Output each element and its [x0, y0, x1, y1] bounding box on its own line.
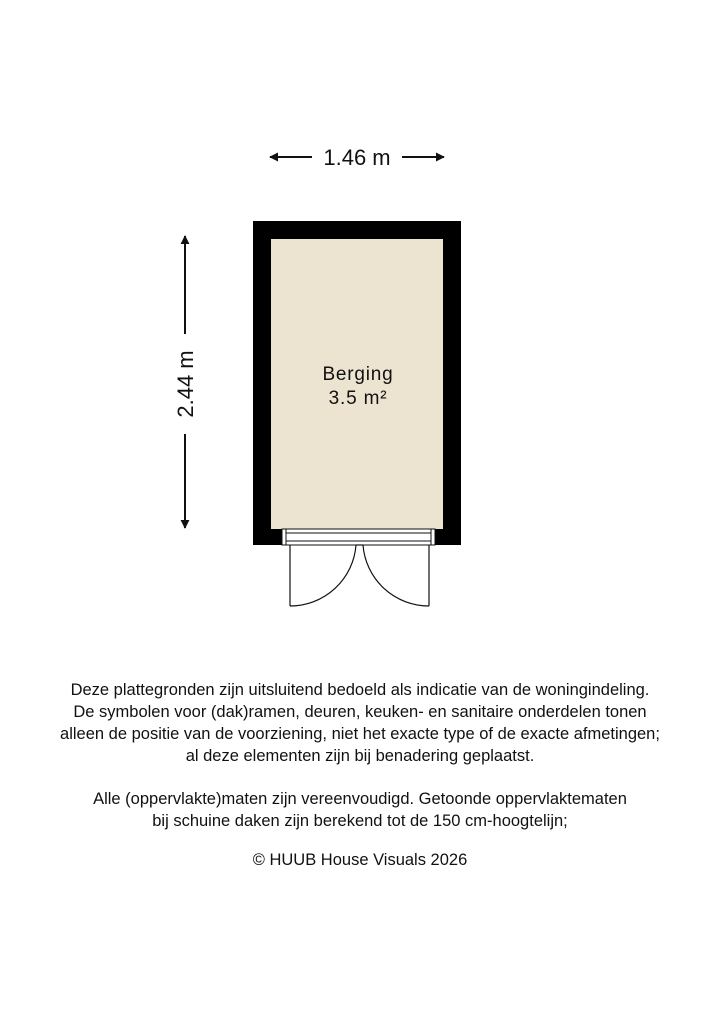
width-dimension-label: 1.46 m: [323, 145, 391, 170]
disclaimer-line: De symbolen voor (dak)ramen, deuren, keuken- en sanitaire onderdelen tonen: [73, 703, 647, 721]
wall-left: [253, 221, 271, 545]
copyright-text: © HUUB House Visuals 2026: [252, 851, 468, 869]
door-swing-left: [290, 545, 356, 606]
room-area: 3.5 m²: [328, 388, 388, 409]
disclaimer-block: [0, 679, 720, 767]
double-door: [290, 545, 429, 606]
height-dimension-label: 2.44 m: [173, 350, 198, 418]
disclaimer-line: Deze plattegronden zijn uitsluitend bedoeld als indicatie van de woningindeling.: [70, 681, 650, 699]
door-frame: [282, 529, 435, 545]
disclaimer-line: alleen de positie van de voorziening, niet het exacte type of de exacte afmetingen;: [60, 725, 660, 743]
room-berging: [253, 221, 461, 606]
disclaimer-line: Alle (oppervlakte)maten zijn vereenvoudigd. Getoonde oppervlaktematen: [93, 790, 627, 808]
width-dimension: [270, 145, 444, 170]
disclaimer-line: bij schuine daken zijn berekend tot de 150 cm-hoogtelijn;: [152, 812, 568, 830]
wall-right: [443, 221, 461, 545]
door-swing-right: [363, 545, 429, 606]
room-name: Berging: [322, 364, 394, 385]
height-dimension: [173, 236, 198, 528]
disclaimer-line: al deze elementen zijn bij benadering geplaatst.: [185, 747, 535, 765]
copyright: [0, 849, 720, 871]
wall-bottom-left: [253, 529, 282, 545]
wall-bottom-right: [435, 529, 461, 545]
measurement-note: [0, 788, 720, 832]
wall-top: [253, 221, 461, 239]
